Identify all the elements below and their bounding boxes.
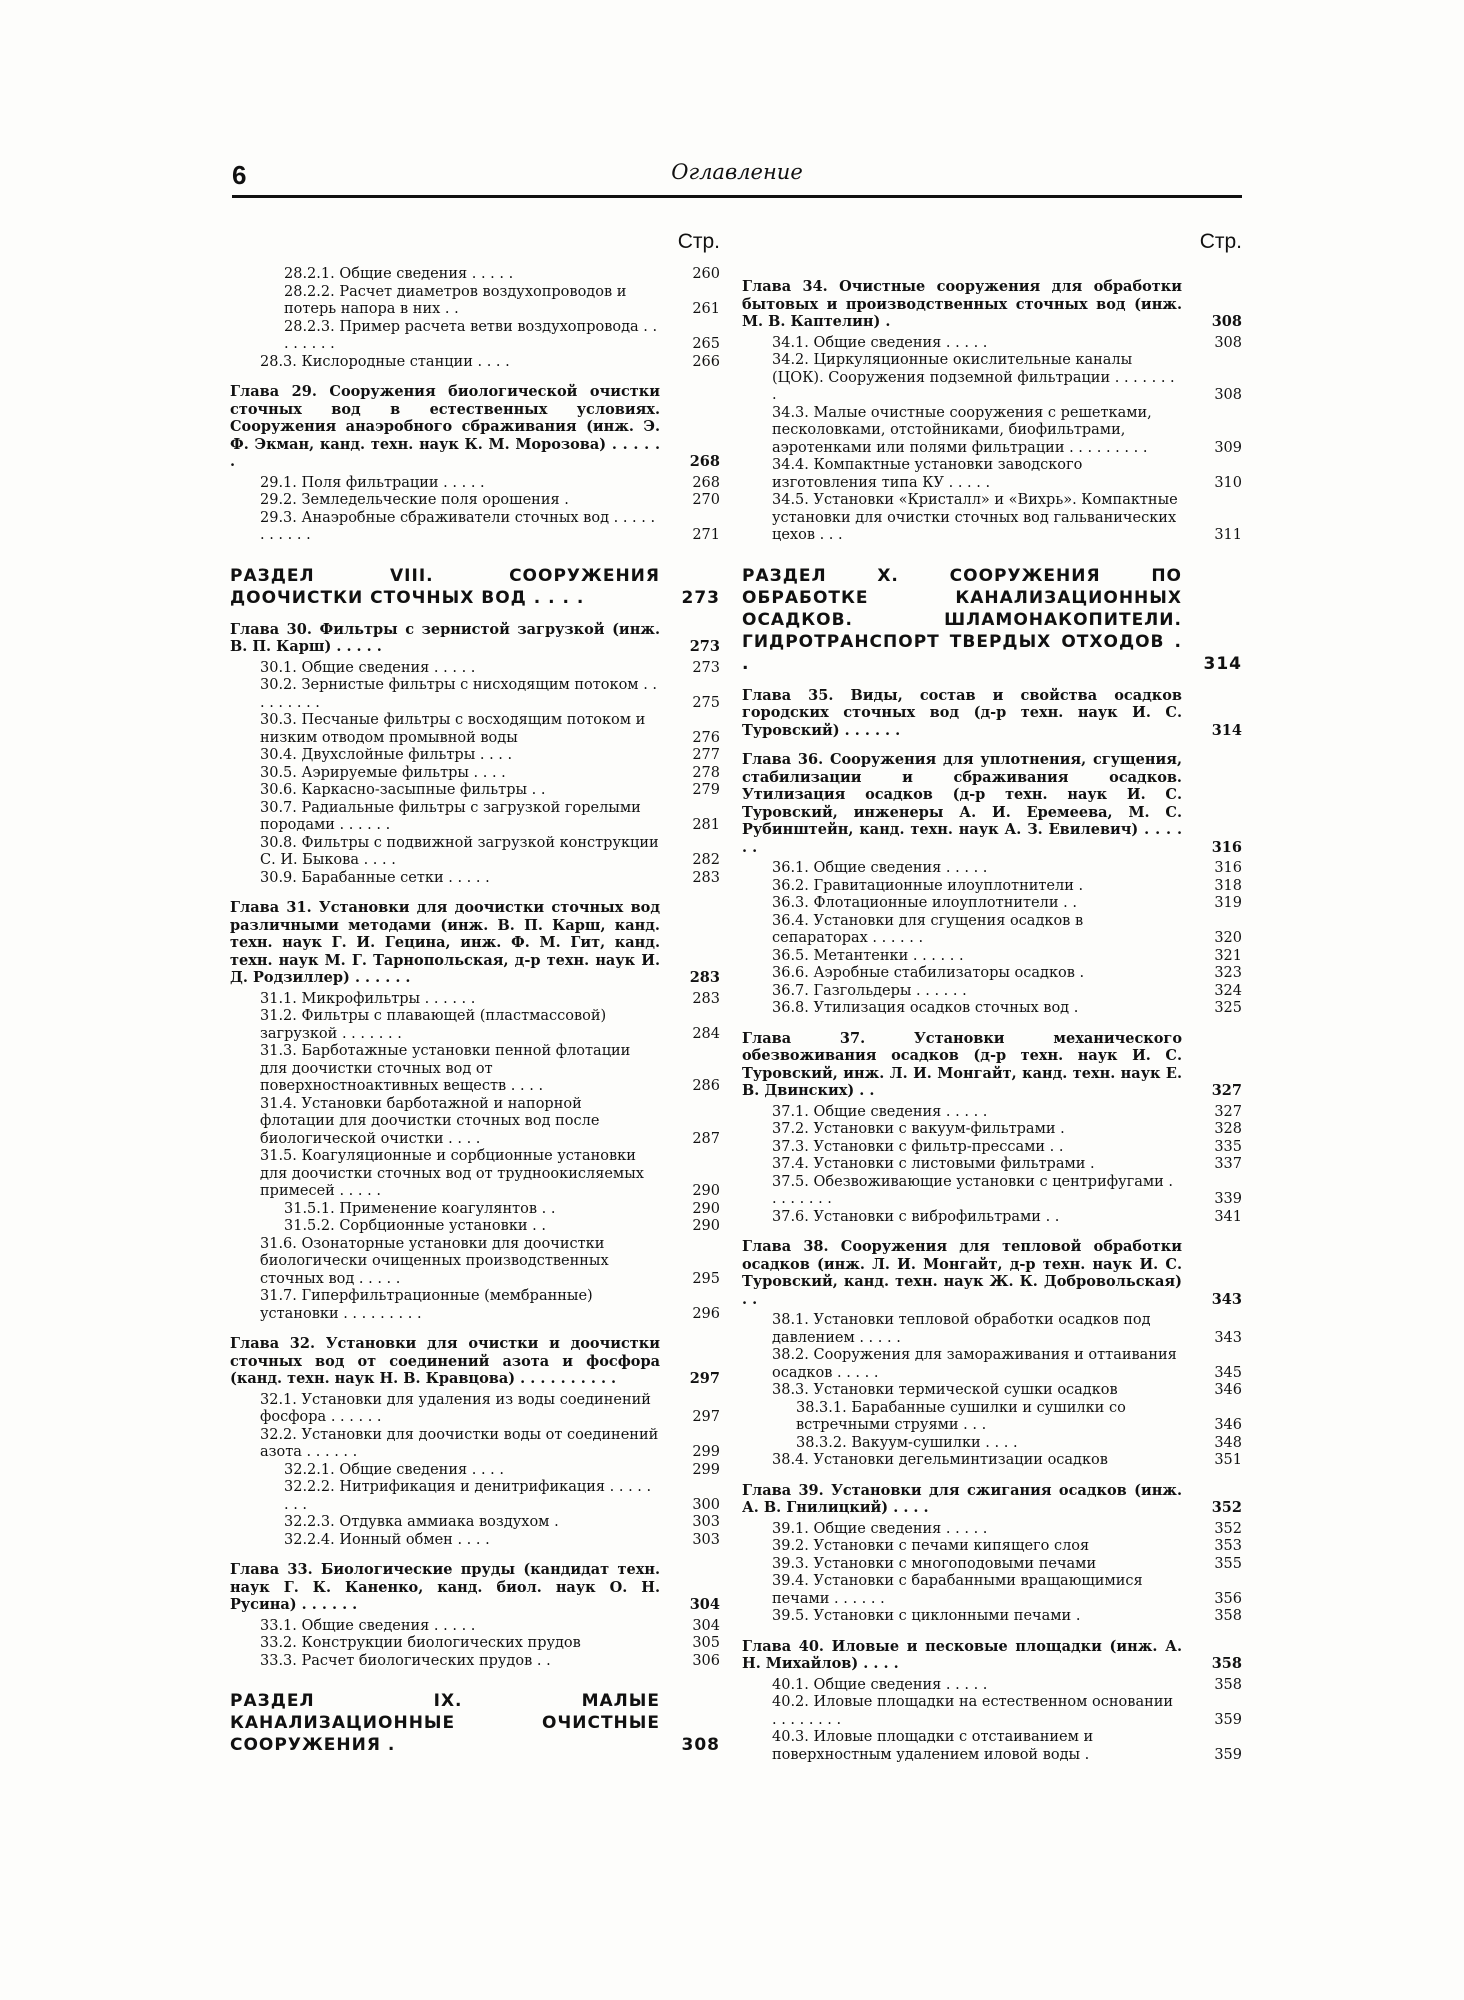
toc-entry-section <box>742 565 1242 675</box>
toc-entry-title: 38.3.2. Вакуум-сушилки . . . . <box>796 1434 1018 1451</box>
toc-entry-title: 40.2. Иловые площадки на естественном основании . . . . . . . . <box>772 1694 1174 1728</box>
toc-entry-sub <box>742 405 1242 458</box>
toc-entry-title: Глава 37. Установки механического обезвоживания осадков (д-р техн. наук И. С. Туровский, инж. Л. И. Монгайт, канд. техн. наук Е. В. Двинских) . . <box>742 1029 1182 1099</box>
toc-entry-sub <box>742 457 1242 492</box>
toc-entry-page: 358 <box>1214 1676 1242 1693</box>
toc-entry-title: 30.5. Аэрируемые фильтры . . . . <box>260 764 506 781</box>
toc-entry-page: 348 <box>1214 1434 1242 1451</box>
toc-entry-title: 40.3. Иловые площадки с отстаиванием и поверхностным удалением иловой воды . <box>772 1729 1094 1763</box>
toc-entry-subsub <box>230 1201 720 1219</box>
toc-entry-title: 28.2.1. Общие сведения . . . . . <box>284 266 514 282</box>
toc-entry-title: 31.4. Установки барботажной и напорной флотации для доочистки сточных вод после биологической очистки . . . . <box>260 1095 600 1147</box>
toc-entry-page: 273 <box>692 659 720 676</box>
toc-entry-title: 28.2.2. Расчет диаметров воздухопроводов и потерь напора в них . . <box>284 283 627 317</box>
toc-entry-chapter <box>230 383 720 471</box>
toc-entry-page: 279 <box>692 782 720 798</box>
toc-entry-title: 30.3. Песчаные фильтры с восходящим потоком и низким отводом промывной воды <box>260 712 646 746</box>
toc-entry-sub <box>230 1618 720 1636</box>
toc-entry-sub <box>230 747 720 765</box>
toc-entry-subsub <box>230 1479 720 1514</box>
toc-entry-chapter <box>742 1238 1242 1308</box>
toc-entry-page: 325 <box>1214 1000 1242 1016</box>
toc-entry-page: 308 <box>1214 334 1242 351</box>
toc-entry-title: 39.1. Общие сведения . . . . . <box>772 1520 988 1537</box>
toc-entry-title: 30.4. Двухслойные фильтры . . . . <box>260 747 513 763</box>
toc-entry-sub <box>230 712 720 747</box>
toc-entry-page: 276 <box>692 729 720 746</box>
toc-entry-title: РАЗДЕЛ X. СООРУЖЕНИЯ ПО ОБРАБОТКЕ КАНАЛИЗАЦИОННЫХ ОСАДКОВ. ШЛАМОНАКОПИТЕЛИ. ГИДРОТРАНСПОРТ ТВЕРДЫХ ОТХОДОВ . . <box>742 565 1182 674</box>
toc-entry-sub <box>230 475 720 493</box>
toc-entry-chapter <box>742 751 1242 856</box>
toc-entry-sub <box>742 1677 1242 1695</box>
toc-entry-sub <box>230 870 720 888</box>
toc-entry-sub <box>230 492 720 510</box>
toc-entry-chapter <box>742 278 1242 331</box>
header-rule <box>232 195 1242 198</box>
toc-entry-sub <box>230 800 720 835</box>
toc-entry-sub <box>742 1000 1242 1018</box>
toc-entry-subsub <box>742 1400 1242 1435</box>
page-column-label: Стр. <box>1199 230 1242 253</box>
toc-entry-sub <box>230 1096 720 1149</box>
toc-entry-page: 297 <box>692 1409 720 1425</box>
toc-entry-page: 286 <box>692 1078 720 1094</box>
toc-entry-title: 37.2. Установки с вакуум-фильтрами . <box>772 1121 1065 1137</box>
toc-entry-title: 31.6. Озонаторные установки для доочистки биологически очищенных производственных сточных вод . . . . . <box>260 1235 609 1287</box>
toc-entry-sub <box>742 1104 1242 1122</box>
toc-entry-title: 36.3. Флотационные илоуплотнители . . <box>772 895 1077 911</box>
toc-entry-sub <box>230 1236 720 1289</box>
toc-entry-sub <box>230 835 720 870</box>
toc-entry-title: 31.2. Фильтры с плавающей (пластмассовой) загрузкой . . . . . . . <box>260 1008 607 1042</box>
toc-entry-page: 308 <box>1214 387 1242 403</box>
toc-entry-page: 273 <box>689 638 720 655</box>
toc-entry-page: 353 <box>1214 1538 1242 1554</box>
toc-entry-title: 39.3. Установки с многоподовыми печами <box>772 1555 1097 1572</box>
toc-entry-page: 303 <box>692 1531 720 1548</box>
toc-entry-title: 31.7. Гиперфильтрационные (мембранные) установки . . . . . . . . . <box>260 1288 593 1322</box>
toc-entry-page: 355 <box>1214 1555 1242 1572</box>
toc-entry-page: 343 <box>1211 1290 1242 1308</box>
toc-entry-sub <box>230 765 720 783</box>
toc-entry-page: 359 <box>1214 1711 1242 1728</box>
toc-entry-title: 30.7. Радиальные фильтры с загрузкой горелыми породами . . . . . . <box>260 799 641 833</box>
toc-entry-page: 335 <box>1214 1138 1242 1155</box>
toc-entry-page: 311 <box>1214 527 1242 543</box>
toc-entry-sub <box>742 948 1242 966</box>
toc-entry-page: 318 <box>1214 877 1242 894</box>
toc-entry-title: 38.1. Установки тепловой обработки осадков под давлением . . . . . <box>772 1312 1151 1346</box>
toc-entry-page: 290 <box>692 1183 720 1199</box>
toc-entry-sub <box>230 1288 720 1323</box>
toc-entry-title: 30.9. Барабанные сетки . . . . . <box>260 869 490 886</box>
toc-entry-subsub <box>230 1514 720 1532</box>
running-title: Оглавление <box>671 160 803 184</box>
toc-entry-page: 268 <box>692 474 720 491</box>
toc-entry-title: 31.5.2. Сорбционные установки . . <box>284 1218 546 1234</box>
toc-entry-sub <box>742 1209 1242 1227</box>
toc-entries <box>742 278 1242 1764</box>
toc-entry-sub <box>742 1452 1242 1470</box>
toc-entry-title: 32.1. Установки для удаления из воды соединений фосфора . . . . . . <box>260 1391 651 1425</box>
toc-entry-subsub <box>230 1218 720 1236</box>
toc-entry-page: 309 <box>1214 439 1242 456</box>
toc-entry-title: 34.5. Установки «Кристалл» и «Вихрь». Компактные установки для очистки сточных вод гальванических цехов . . . <box>772 492 1178 543</box>
toc-entry-title: 28.3. Кислородные станции . . . . <box>260 353 510 370</box>
toc-entry-sub <box>742 983 1242 1001</box>
toc-entry-page: 327 <box>1211 1082 1242 1099</box>
toc-entry-chapter <box>742 687 1242 740</box>
toc-entry-sub <box>230 782 720 800</box>
toc-entry-sub <box>230 677 720 712</box>
toc-entry-chapter <box>230 1561 720 1614</box>
toc-entry-title: 39.2. Установки с печами кипящего слоя <box>772 1538 1090 1554</box>
toc-entry-page: 270 <box>692 492 720 508</box>
toc-entry-title: Глава 40. Иловые и песковые площадки (инж. А. Н. Михайлов) . . . . <box>742 1637 1182 1672</box>
toc-entry-title: РАЗДЕЛ VIII. СООРУЖЕНИЯ ДООЧИСТКИ СТОЧНЫХ ВОД . . . . <box>230 565 660 608</box>
toc-entry-title: 33.2. Конструкции биологических прудов <box>260 1635 581 1651</box>
toc-entry-title: 32.2. Установки для доочистки воды от соединений азота . . . . . . <box>260 1426 659 1460</box>
toc-entry-page: 277 <box>692 747 720 763</box>
toc-entry-page: 271 <box>692 527 720 543</box>
page-header <box>232 160 1242 196</box>
toc-entry-page: 339 <box>1214 1191 1242 1207</box>
toc-entry-page: 346 <box>1214 1382 1242 1398</box>
toc-entry-title: 39.4. Установки с барабанными вращающимися печами . . . . . . <box>772 1573 1143 1607</box>
page-column-heading <box>230 230 720 266</box>
toc-entry-page: 295 <box>692 1270 720 1287</box>
toc-entry-page: 316 <box>1211 838 1242 856</box>
toc-entry-subsub <box>742 1435 1242 1453</box>
toc-entry-title: Глава 38. Сооружения для тепловой обработки осадков (инж. Л. И. Монгайт, д-р техн. наук И. С. Туровский, канд. техн. наук Ж. К. Добровольская) . . <box>742 1238 1182 1308</box>
toc-entry-title: 39.5. Установки с циклонными печами . <box>772 1608 1081 1624</box>
toc-entry-title: 31.5. Коагуляционные и сорбционные установки для доочистки сточных вод от трудноокисляемых примесей . . . . . <box>260 1148 644 1199</box>
toc-entry-page: 314 <box>1211 721 1242 739</box>
toc-entry-sub <box>230 1635 720 1653</box>
toc-entry-page: 351 <box>1214 1452 1242 1468</box>
toc-entry-title: 36.7. Газгольдеры . . . . . . <box>772 982 967 999</box>
toc-entry-title: Глава 33. Биологические пруды (кандидат техн. наук Г. К. Каненко, канд. биол. наук О. Н. Русина) . . . . . . <box>230 1561 660 1613</box>
toc-entry-sub <box>742 492 1242 545</box>
toc-entry-page: 266 <box>692 353 720 370</box>
toc-entry-title: 28.2.3. Пример расчета ветви воздухопровода . . . . . . . . <box>284 318 658 352</box>
toc-entry-page: 265 <box>692 336 720 352</box>
toc-entry-page: 343 <box>1214 1329 1242 1346</box>
toc-entry-title: 40.1. Общие сведения . . . . . <box>772 1676 988 1693</box>
toc-entry-title: Глава 30. Фильтры с зернистой загрузкой (инж. В. П. Карш) . . . . . <box>230 620 660 655</box>
toc-entry-title: Глава 36. Сооружения для уплотнения, сгущения, стабилизации и сбраживания осадков. Утилизация осадков (д-р техн. наук И. С. Туровский, инженеры А. И. Еремеева, М. С. Рубинштейн, канд. техн. наук А. З. Евилевич) . . . . . . <box>742 751 1182 856</box>
toc-entry-page: 283 <box>692 869 720 886</box>
toc-entry-title: Глава 31. Установки для доочистки сточных вод различными методами (инж. В. П. Карш, канд. техн. наук Г. И. Гецина, инж. Ф. М. Гит, канд. техн. наук М. Г. Тарнопольская, д-р техн. наук И. Д. Родзиллер) . . . . . . <box>230 899 660 986</box>
toc-entry-page: 358 <box>1214 1608 1242 1624</box>
toc-entry-title: 38.2. Сооружения для замораживания и оттаивания осадков . . . . . <box>772 1347 1177 1381</box>
toc-entry-title: 30.2. Зернистые фильтры с нисходящим потоком . . . . . . . . . <box>260 677 658 711</box>
toc-entry-sub <box>742 1174 1242 1209</box>
toc-entry-page: 319 <box>1214 895 1242 911</box>
toc-entry-page: 323 <box>1214 965 1242 981</box>
toc-entry-page: 281 <box>692 817 720 833</box>
toc-entry-sub <box>742 913 1242 948</box>
toc-entry-title: Глава 34. Очистные сооружения для обработки бытовых и производственных сточных вод (инж. М. В. Каптелин) . <box>742 278 1182 330</box>
toc-entry-page: 345 <box>1214 1364 1242 1381</box>
toc-entry-title: 37.4. Установки с листовыми фильтрами . <box>772 1156 1095 1172</box>
toc-entry-sub <box>742 352 1242 405</box>
toc-entry-title: 31.5.1. Применение коагулянтов . . <box>284 1200 556 1217</box>
toc-entry-sub <box>742 1312 1242 1347</box>
toc-entry-section <box>230 565 720 609</box>
toc-entry-title: 34.3. Малые очистные сооружения с решетками, песколовками, отстойниками, биофильтрами, аэротенками или полями фильтрации . . . . . . . . . <box>772 404 1152 456</box>
toc-entry-page: 287 <box>692 1130 720 1147</box>
toc-entry-chapter <box>742 1030 1242 1100</box>
toc-entry-page: 268 <box>689 453 720 470</box>
toc-entry-title: 30.6. Каркасно-засыпные фильтры . . <box>260 782 546 798</box>
toc-entry-chapter <box>742 1482 1242 1517</box>
toc-entry-page: 304 <box>692 1617 720 1634</box>
toc-entry-title: Глава 39. Установки для сжигания осадков (инж. А. В. Гнилицкий) . . . . <box>742 1481 1182 1516</box>
toc-entry-title: 29.2. Земледельческие поля орошения . <box>260 492 569 508</box>
toc-entry-title: 38.3.1. Барабанные сушилки и сушилки со встречными струями . . . <box>796 1399 1126 1433</box>
toc-entry-sub <box>742 1347 1242 1382</box>
toc-entry-title: Глава 32. Установки для очистки и доочистки сточных вод от соединений азота и фосфора (канд. техн. наук Н. В. Кравцова) . . . . . . . . . . <box>230 1335 660 1387</box>
toc-entry-title: 31.3. Барботажные установки пенной флотации для доочистки сточных вод от поверхностноактивных веществ . . . . <box>260 1043 631 1094</box>
toc-entry-page: 284 <box>692 1025 720 1042</box>
toc-entry-title: 33.3. Расчет биологических прудов . . <box>260 1652 551 1669</box>
toc-entry-sub <box>230 1653 720 1671</box>
toc-entry-title: 36.8. Утилизация осадков сточных вод . <box>772 1000 1079 1016</box>
toc-entry-sub <box>230 1392 720 1427</box>
toc-entry-sub <box>742 878 1242 896</box>
toc-entry-page: 321 <box>1214 947 1242 964</box>
toc-entry-page: 290 <box>692 1218 720 1234</box>
toc-entry-sub <box>230 354 720 372</box>
toc-entry-title: 36.2. Гравитационные илоуплотнители . <box>772 877 1084 894</box>
toc-entry-subsub <box>230 266 720 284</box>
toc-entry-title: 32.2.2. Нитрификация и денитрификация . . . . . . . . <box>284 1479 652 1513</box>
toc-entry-page: 358 <box>1211 1655 1242 1672</box>
toc-entry-page: 283 <box>692 990 720 1007</box>
toc-entry-page: 299 <box>692 1444 720 1460</box>
toc-entry-title: 29.3. Анаэробные сбраживатели сточных вод . . . . . . . . . . . <box>260 509 656 543</box>
toc-entry-page: 275 <box>692 694 720 711</box>
toc-entry-page: 328 <box>1214 1121 1242 1137</box>
toc-entry-page: 283 <box>689 969 720 986</box>
toc-entry-title: 32.2.3. Отдувка аммиака воздухом . <box>284 1514 559 1530</box>
toc-entry-title: 29.1. Поля фильтрации . . . . . <box>260 474 485 491</box>
toc-entry-title: 37.1. Общие сведения . . . . . <box>772 1103 988 1120</box>
toc-entry-subsub <box>230 1532 720 1550</box>
toc-entry-page: 310 <box>1214 474 1242 491</box>
toc-entry-page: 273 <box>681 587 720 608</box>
toc-entry-title: 36.5. Метантенки . . . . . . <box>772 947 964 964</box>
toc-entry-page: 346 <box>1214 1417 1242 1433</box>
toc-entry-sub <box>742 1694 1242 1729</box>
toc-entry-sub <box>230 1008 720 1043</box>
toc-entry-sub <box>742 860 1242 878</box>
toc-entry-sub <box>742 1556 1242 1574</box>
toc-entry-page: 260 <box>692 266 720 282</box>
page-column-label: Стр. <box>677 230 720 253</box>
toc-entry-sub <box>742 1538 1242 1556</box>
toc-entry-sub <box>230 510 720 545</box>
toc-entry-subsub <box>230 319 720 354</box>
toc-entry-page: 308 <box>681 1735 720 1755</box>
toc-entry-title: 36.4. Установки для сгущения осадков в сепараторах . . . . . . <box>772 912 1084 946</box>
toc-entry-title: Глава 29. Сооружения биологической очистки сточных вод в естественных условиях. Сооружения анаэробного сбраживания (инж. Э. Ф. Экман, канд. техн. наук К. М. Морозова) . . . . . . <box>230 383 660 470</box>
toc-entry-chapter <box>230 621 720 656</box>
toc-entry-title: 36.6. Аэробные стабилизаторы осадков . <box>772 965 1085 981</box>
toc-entry-page: 320 <box>1214 930 1242 946</box>
toc-entry-page: 304 <box>689 1596 720 1613</box>
toc-entry-page: 314 <box>1203 653 1242 674</box>
toc-entry-page: 306 <box>692 1652 720 1669</box>
toc-entry-title: 30.8. Фильтры с подвижной загрузкой конструкции С. И. Быкова . . . . <box>260 834 659 868</box>
toc-entry-title: 38.4. Установки дегельминтизации осадков <box>772 1452 1108 1468</box>
toc-entry-title: 33.1. Общие сведения . . . . . <box>260 1617 476 1634</box>
toc-entry-sub <box>742 1573 1242 1608</box>
toc-entry-sub <box>742 965 1242 983</box>
toc-entry-sub <box>742 1521 1242 1539</box>
toc-entry-page: 316 <box>1214 860 1242 876</box>
toc-entry-sub <box>742 895 1242 913</box>
toc-entry-page: 337 <box>1214 1156 1242 1172</box>
toc-entry-page: 282 <box>692 852 720 868</box>
toc-entry-title: 34.2. Циркуляционные окислительные каналы (ЦОК). Сооружения подземной фильтрации . . . . . . . . <box>772 352 1175 403</box>
toc-entry-page: 290 <box>692 1200 720 1217</box>
toc-entry-title: 32.2.1. Общие сведения . . . . <box>284 1461 505 1478</box>
toc-entry-subsub <box>230 1462 720 1480</box>
toc-entry-sub <box>742 1382 1242 1400</box>
toc-entry-title: 32.2.4. Ионный обмен . . . . <box>284 1531 490 1548</box>
toc-entry-title: 30.1. Общие сведения . . . . . <box>260 659 476 676</box>
toc-entry-chapter <box>230 899 720 987</box>
toc-entry-page: 300 <box>692 1496 720 1513</box>
toc-entry-page: 278 <box>692 764 720 781</box>
toc-entry-page: 352 <box>1211 1499 1242 1516</box>
toc-entry-page: 341 <box>1214 1208 1242 1225</box>
toc-entries <box>230 266 720 1756</box>
toc-entry-page: 305 <box>692 1635 720 1651</box>
toc-entry-chapter <box>742 1638 1242 1673</box>
toc-entry-page: 261 <box>692 301 720 317</box>
toc-left-column <box>230 230 720 1860</box>
toc-entry-page: 303 <box>692 1514 720 1530</box>
toc-entry-sub <box>742 1729 1242 1764</box>
toc-entry-sub <box>230 1043 720 1096</box>
toc-entry-sub <box>230 1148 720 1201</box>
toc-entry-sub <box>230 660 720 678</box>
toc-entry-title: РАЗДЕЛ IX. МАЛЫЕ КАНАЛИЗАЦИОННЫЕ ОЧИСТНЫЕ СООРУЖЕНИЯ . <box>230 1691 660 1755</box>
toc-entry-page: 297 <box>689 1370 720 1387</box>
toc-entry-page: 352 <box>1214 1520 1242 1537</box>
toc-entry-title: 37.3. Установки с фильтр-прессами . . <box>772 1138 1064 1155</box>
toc-entry-sub <box>742 335 1242 353</box>
toc-entry-page: 296 <box>692 1305 720 1322</box>
toc-entry-section <box>230 1690 720 1756</box>
toc-entry-title: 34.4. Компактные установки заводского изготовления типа КУ . . . . . <box>772 457 1083 491</box>
toc-entry-title: 37.6. Установки с виброфильтрами . . <box>772 1208 1060 1225</box>
toc-entry-page: 299 <box>692 1461 720 1478</box>
toc-entry-title: 38.3. Установки термической сушки осадков <box>772 1382 1118 1398</box>
toc-entry-title: 36.1. Общие сведения . . . . . <box>772 860 988 876</box>
toc-entry-sub <box>742 1121 1242 1139</box>
toc-entry-sub <box>230 1427 720 1462</box>
toc-entry-sub <box>742 1139 1242 1157</box>
page-number: 6 <box>232 160 247 190</box>
toc-entry-sub <box>742 1608 1242 1626</box>
toc-entry-page: 327 <box>1214 1103 1242 1120</box>
toc-entry-title: 37.5. Обезвоживающие установки с центрифугами . . . . . . . . <box>772 1173 1174 1207</box>
toc-entry-subsub <box>230 284 720 319</box>
toc-entry-page: 308 <box>1211 313 1242 330</box>
toc-entry-chapter <box>230 1335 720 1388</box>
toc-entry-title: 31.1. Микрофильтры . . . . . . <box>260 990 476 1007</box>
toc-entry-sub <box>230 991 720 1009</box>
toc-entry-page: 324 <box>1214 982 1242 999</box>
toc-entry-title: Глава 35. Виды, состав и свойства осадков городских сточных вод (д-р техн. наук И. С. Туровский) . . . . . . <box>742 686 1182 739</box>
toc-right-column <box>742 230 1242 1860</box>
toc-entry-sub <box>742 1156 1242 1174</box>
toc-entry-page: 359 <box>1214 1746 1242 1763</box>
toc-entry-title: 34.1. Общие сведения . . . . . <box>772 334 988 351</box>
toc-entry-page: 356 <box>1214 1590 1242 1607</box>
page-column-heading <box>742 230 1242 266</box>
